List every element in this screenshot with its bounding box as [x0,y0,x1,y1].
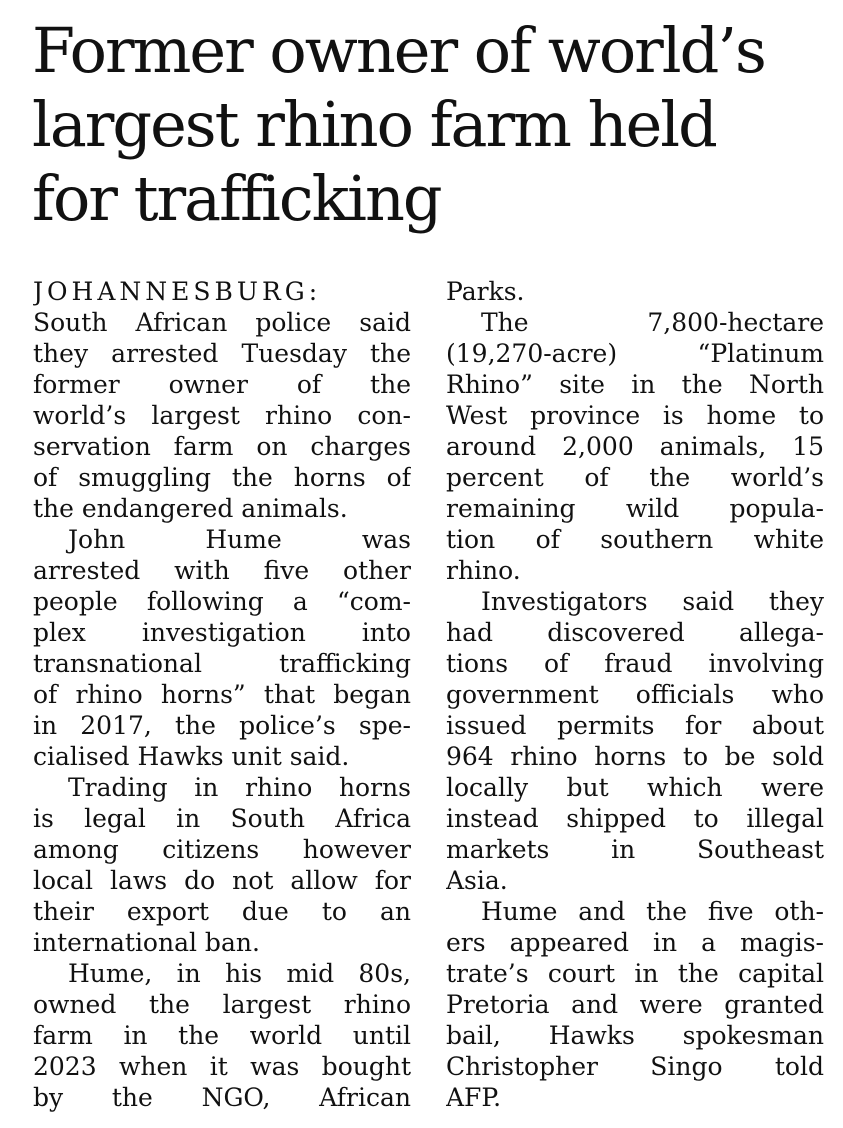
body-line: 964 rhino horns to be sold [446,742,824,771]
body-line: Hume, in his mid 80s, [68,959,411,988]
body-line: tions of fraud involving [446,649,824,678]
body-line: had discovered allega- [446,618,824,647]
body-line: 2023 when it was bought [33,1052,411,1081]
body-line: issued permits for about [446,711,824,740]
body-line: The 7,800-hectare [481,308,824,337]
body-line: West province is home to [446,401,824,430]
body-line: world’s largest rhino con- [33,401,411,430]
body-line: instead shipped to illegal [446,804,824,833]
body-line: rhino. [446,556,521,585]
body-line: bail, Hawks spokesman [446,1021,824,1050]
body-line: by the NGO, African [33,1083,411,1112]
body-line: they arrested Tuesday the [33,339,411,368]
body-line: Asia. [446,866,508,895]
body-line: AFP. [446,1083,502,1112]
body-line: remaining wild popula- [446,494,824,523]
body-line: ers appeared in a magis- [446,928,824,957]
body-line: of smuggling the horns of [33,463,411,492]
headline-line: for trafficking [32,162,441,235]
body-line: John Hume was [68,525,411,554]
body-line: Pretoria and were granted [446,990,824,1019]
body-line: trate’s court in the capital [446,959,824,988]
body-line: (19,270-acre) “Platinum [446,339,824,368]
body-line: servation farm on charges [33,432,411,461]
body-line: around 2,000 animals, 15 [446,432,824,461]
headline-line: largest rhino farm held [32,88,716,161]
body-line: Trading in rhino horns [68,773,411,802]
article-column-right [446,276,824,1113]
body-line: government officials who [446,680,824,709]
body-line: plex investigation into [33,618,411,647]
body-line: of rhino horns” that began [33,680,411,709]
body-line: markets in Southeast [446,835,824,864]
headline-line: Former owner of world’s [32,14,765,87]
dateline: JOHANNESBURG: [33,277,322,306]
headline [32,14,832,236]
body-line: their export due to an [33,897,411,926]
body-line: is legal in South Africa [33,804,411,833]
body-line: owned the largest rhino [33,990,411,1019]
body-line: transnational trafficking [33,649,411,678]
body-line: percent of the world’s [446,463,824,492]
body-line: international ban. [33,928,260,957]
body-line: Rhino” site in the North [446,370,824,399]
body-line: people following a “com- [33,587,411,616]
body-line: among citizens however [33,835,411,864]
body-line: former owner of the [33,370,411,399]
article-column-left [33,276,411,1113]
body-line: farm in the world until [33,1021,411,1050]
body-line: Investigators said they [481,587,824,616]
body-line: arrested with five other [33,556,411,585]
body-line: local laws do not allow for [33,866,411,895]
body-line: Parks. [446,277,525,306]
body-line: the endangered animals. [33,494,348,523]
body-line: Hume and the five oth- [481,897,824,926]
body-line: South African police said [33,308,411,337]
body-line: locally but which were [446,773,824,802]
body-line: Christopher Singo told [446,1052,824,1081]
body-line: in 2017, the police’s spe- [33,711,411,740]
body-line: cialised Hawks unit said. [33,742,350,771]
body-line: tion of southern white [446,525,824,554]
